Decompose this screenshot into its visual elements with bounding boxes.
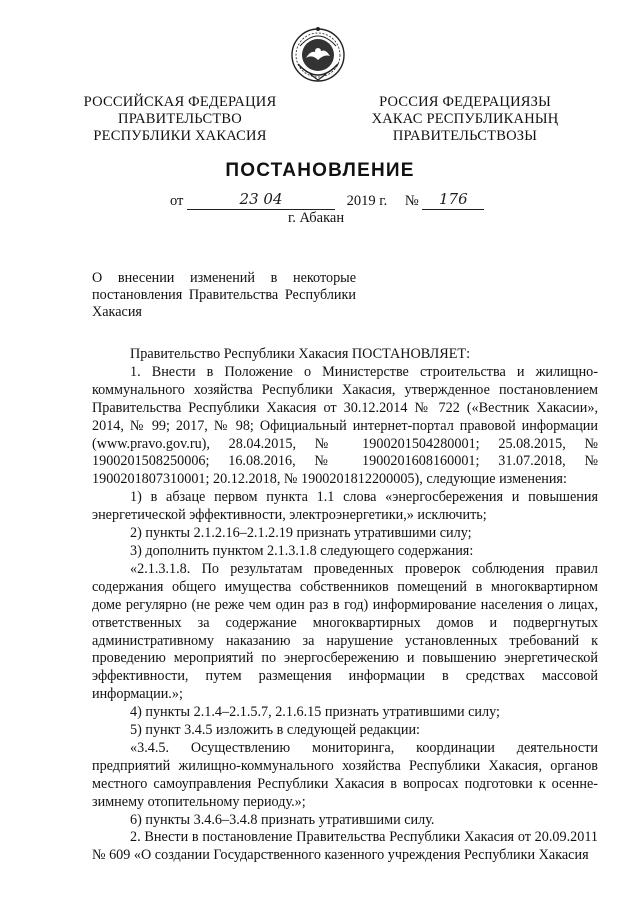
handwritten-date: 23 04 xyxy=(239,190,283,208)
header-left-line: РОССИЙСКАЯ ФЕДЕРАЦИЯ xyxy=(83,94,277,110)
body-paragraph: 1. Внести в Положение о Министерстве строительства и жилищно-коммунального хозяйства Республики Хакасия, утвержденное постановлением Правительства Республики Хакасия от 30.12.2014 № 722 («Вестник Хакасии», 2014, № 99; 2017, № 98; Официальный интернет-портал правовой информации (www.pravo.gov.ru), 28.04.2015, № 1900201504280001; 25.08.2015, № 1900201508250006; 16.08.2016, № 1900201608160001; 31.07.2018, № 1900201807310001; 20.12.2018, № 1900201812200005), следующие изменения: xyxy=(92,363,598,488)
body-paragraph: 2. Внести в постановление Правительства Республики Хакасия от 20.09.2011 № 609 «О создании Государственного казенного учреждения Республики Хакасия xyxy=(92,829,598,864)
number-field xyxy=(422,190,484,210)
document-subject: О внесении изменений в некоторые постановления Правительства Республики Хакасия xyxy=(92,270,356,320)
body-paragraph: «2.1.3.1.8. По результатам проведенных проверок соблюдения правил содержания общего имущества собственников помещений в многоквартирном доме регулярно (не реже чем один раз в год) информирование населения о лицах, ответственных за содержание многоквартирных домов и подвергнутых административному наказанию за нарушение установленных требований к проведению мероприятий по энергосбережению и повышению энергетической эффективности, путем размещения информации в средствах массовой информации.»; xyxy=(92,560,598,703)
coat-of-arms-emblem xyxy=(288,24,348,84)
body-paragraph: Правительство Республики Хакасия ПОСТАНОВЛЯЕТ: xyxy=(130,346,471,362)
document-title: ПОСТАНОВЛЕНИЕ xyxy=(225,160,415,181)
body-paragraph: «3.4.5. Осуществлению мониторинга, координации деятельности предприятий жилищно-коммунального хозяйства Республики Хакасия, органов местного самоуправления Республики Хакасия в вопросах подготовки к осенне-зимнему отопительному периоду.»; xyxy=(92,739,598,810)
header-right-line: РОССИЯ ФЕДЕРАЦИЯЗЫ xyxy=(379,94,551,110)
body-paragraph: 3) дополнить пунктом 2.1.3.1.8 следующего содержания: xyxy=(130,542,474,559)
body-paragraph: 6) пункты 3.4.6–3.4.8 признать утратившими силу. xyxy=(130,811,435,828)
body-paragraph: 2) пункты 2.1.2.16–2.1.2.19 признать утратившими силу; xyxy=(130,525,472,542)
header-left-line: ПРАВИТЕЛЬСТВО xyxy=(118,111,242,127)
handwritten-number: 176 xyxy=(438,190,468,208)
body-paragraph: 5) пункт 3.4.5 изложить в следующей редакции: xyxy=(130,722,420,739)
header-right-line: ХАКАС РЕСПУБЛИКАНЫҢ xyxy=(371,111,559,127)
city-line: г. Абакан xyxy=(288,210,345,226)
body-paragraph: 1) в абзаце первом пункта 1.1 слова «энергосбережения и повышения энергетической эффективности, электроэнергетики,» исключить; xyxy=(92,489,598,524)
header-left-line: РЕСПУБЛИКИ ХАКАСИЯ xyxy=(93,128,267,144)
header-right-line: ПРАВИТЕЛЬСТВОЗЫ xyxy=(392,128,538,144)
header-left-block xyxy=(80,94,280,145)
number-label: № xyxy=(404,193,419,209)
date-field xyxy=(187,190,335,210)
date-prefix: от xyxy=(170,193,184,209)
date-number-line xyxy=(170,190,484,210)
body-paragraph: 4) пункты 2.1.4–2.1.5.7, 2.1.6.15 признать утратившими силу; xyxy=(130,704,500,721)
document-body xyxy=(92,346,598,865)
date-year: 2019 г. xyxy=(346,193,388,209)
header-right-block xyxy=(360,94,570,145)
